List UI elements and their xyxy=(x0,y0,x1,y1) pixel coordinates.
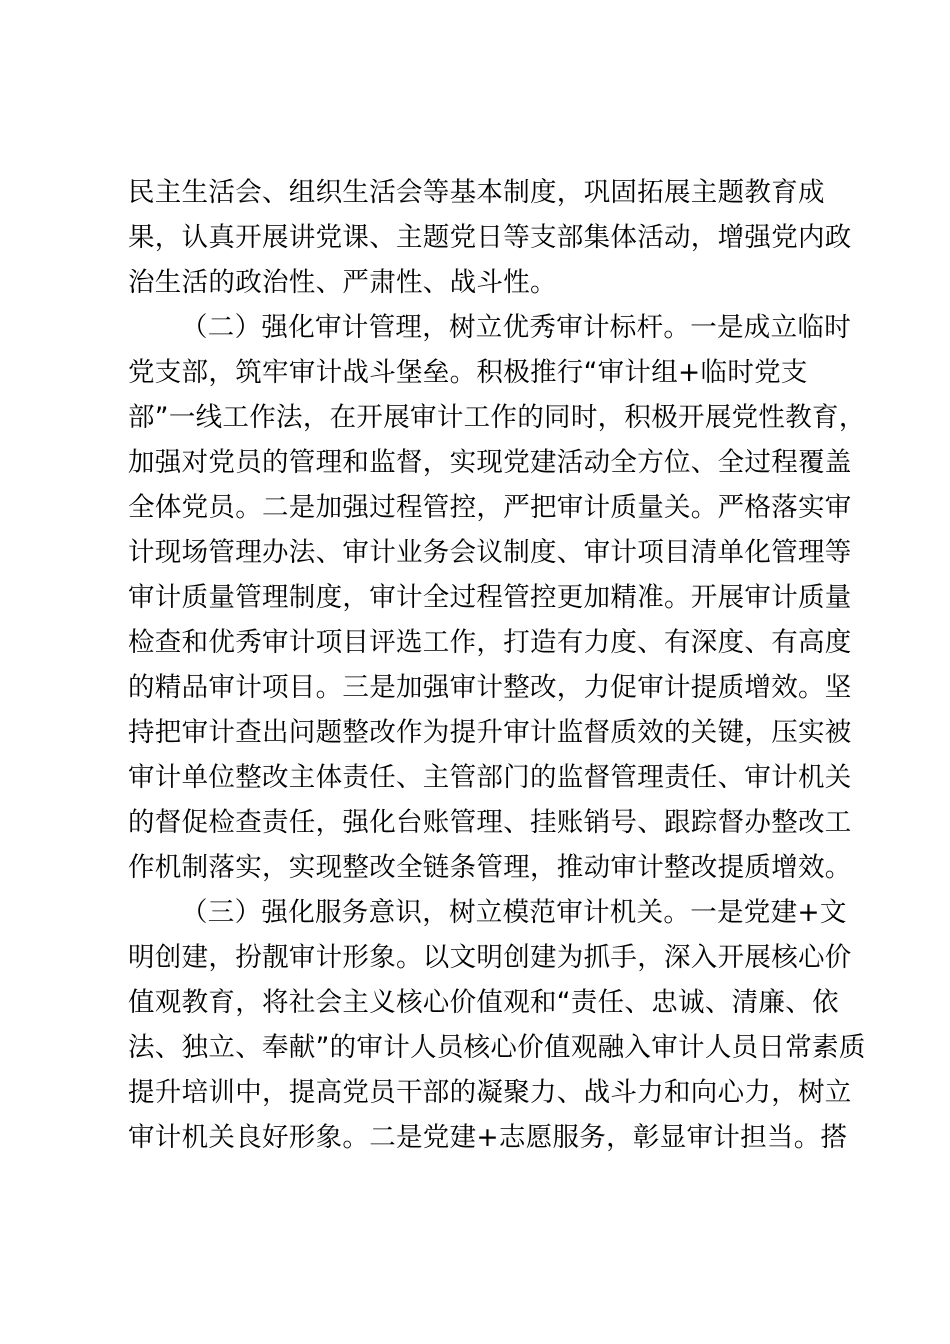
text-line: 的精品审计项目。三是加强审计整改，力促审计提质增效。坚 xyxy=(128,672,852,703)
text-line: 的督促检查责任，强化台账管理、挂账销号、跟踪督办整改工 xyxy=(128,807,852,838)
text-line: 审计单位整改主体责任、主管部门的监督管理责任、审计机关 xyxy=(128,762,852,793)
section-heading-line: （三）强化服务意识，树立模范审计机关。一是党建+文 xyxy=(181,897,847,928)
text-line: 提升培训中，提高党员干部的凝聚力、战斗力和向心力，树立 xyxy=(128,1077,852,1108)
text-line: 加强对党员的管理和监督，实现党建活动全方位、全过程覆盖 xyxy=(128,447,852,478)
section-heading-line: （二）强化审计管理，树立优秀审计标杆。一是成立临时 xyxy=(181,312,851,343)
text-line: 检查和优秀审计项目评选工作，打造有力度、有深度、有高度 xyxy=(128,627,852,658)
text-line: 法、独立、奉献”的审计人员核心价值观融入审计人员日常素质 xyxy=(128,1032,866,1063)
text-line: 值观教育，将社会主义核心价值观和“责任、忠诚、清廉、依 xyxy=(128,987,839,1018)
text-line: 党支部，筑牢审计战斗堡垒。积极推行“审计组+临时党支 xyxy=(128,357,808,388)
text-line: 部”一线工作法，在开展审计工作的同时，积极开展党性教育， xyxy=(128,402,866,433)
text-line: 民主生活会、组织生活会等基本制度，巩固拓展主题教育成 xyxy=(128,177,825,208)
text-line: 果，认真开展讲党课、主题党日等支部集体活动，增强党内政 xyxy=(128,222,852,253)
text-line: 明创建，扮靓审计形象。以文明创建为抓手，深入开展核心价 xyxy=(128,942,852,973)
text-line: 审计机关良好形象。二是党建+志愿服务，彰显审计担当。搭 xyxy=(128,1122,848,1153)
body-text xyxy=(128,170,866,1160)
text-line: 持把审计查出问题整改作为提升审计监督质效的关键，压实被 xyxy=(128,717,852,748)
text-line: 计现场管理办法、审计业务会议制度、审计项目清单化管理等 xyxy=(128,537,852,568)
text-line: 审计质量管理制度，审计全过程管控更加精准。开展审计质量 xyxy=(128,582,852,613)
text-line: 全体党员。二是加强过程管控，严把审计质量关。严格落实审 xyxy=(128,492,852,523)
text-line: 作机制落实，实现整改全链条管理，推动审计整改提质增效。 xyxy=(128,852,852,883)
text-line: 治生活的政治性、严肃性、战斗性。 xyxy=(128,267,557,298)
